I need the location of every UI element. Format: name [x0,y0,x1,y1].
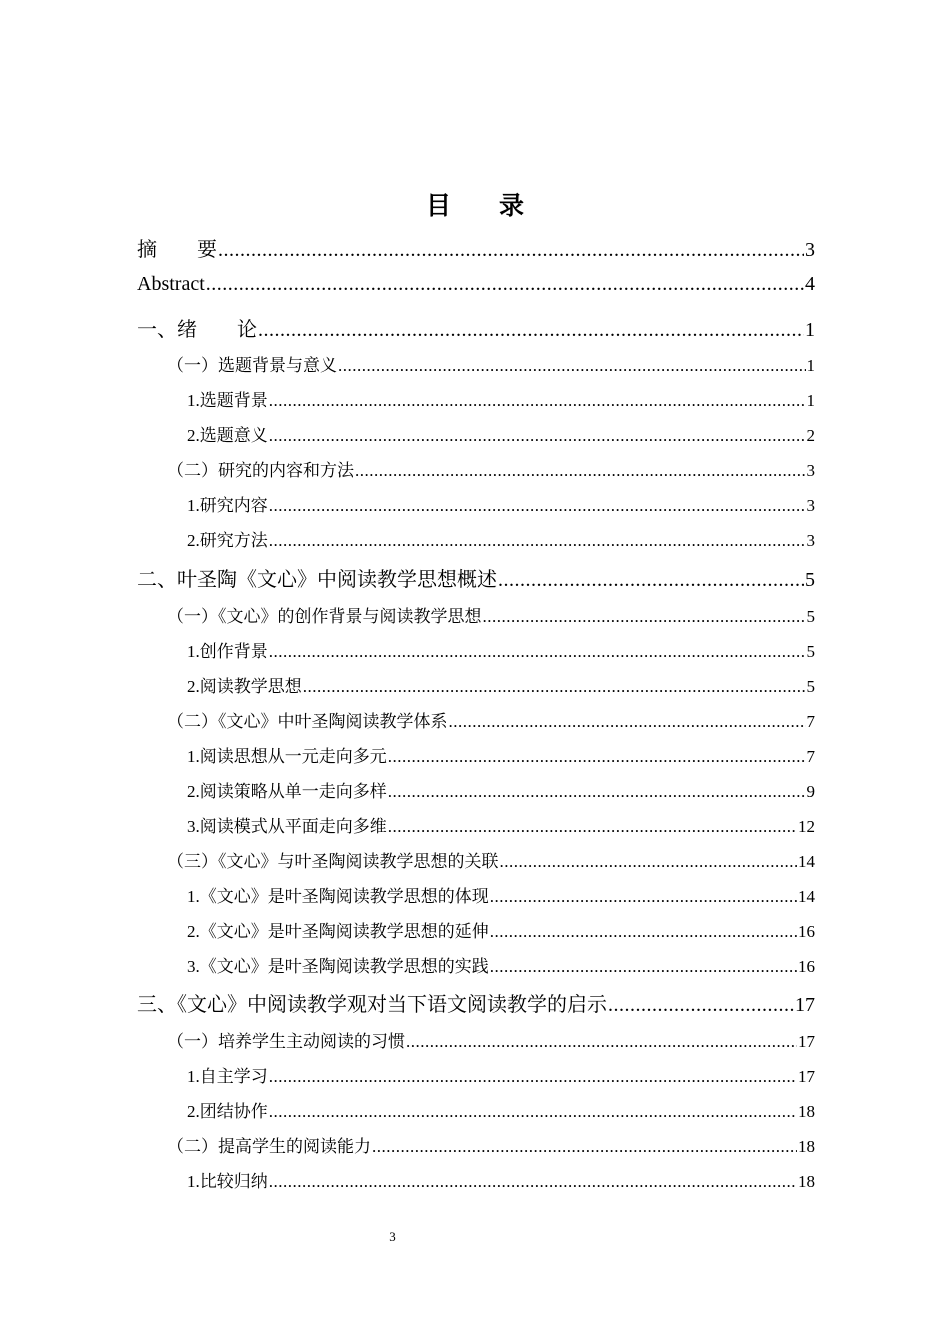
toc-entry-label: 2.《文心》是叶圣陶阅读教学思想的延伸 [187,922,489,941]
toc-entry[interactable] [187,421,815,446]
toc-entry-label: 1.比较归纳 [187,1172,268,1191]
toc-entry[interactable] [187,777,815,802]
toc-entry-label: 1.选题背景 [187,391,268,410]
toc-entry[interactable] [137,233,815,262]
toc-entry-label: （二）《文心》中叶圣陶阅读教学体系 [167,712,448,731]
toc-entry[interactable] [137,563,815,592]
toc-entry-label: 3.《文心》是叶圣陶阅读教学思想的实践 [187,957,489,976]
toc-leader-dots [483,607,806,627]
toc-leader-dots [406,1032,797,1052]
toc-leader-dots [258,319,804,342]
toc-entry[interactable] [167,707,815,732]
toc-entry-page-number: 3 [806,496,815,515]
toc-leader-dots [608,994,794,1017]
toc-leader-dots [449,712,806,732]
toc-entry[interactable] [137,313,815,342]
toc-leader-dots [218,239,804,262]
toc-entry-label: 三、《文心》中阅读教学观对当下语文阅读教学的启示 [137,992,607,1016]
toc-leader-dots [269,1067,797,1087]
toc-entry-page-number: 1 [806,356,815,375]
toc-entry-label: 1.创作背景 [187,642,268,661]
toc-entry[interactable] [167,456,815,481]
toc-leader-dots [338,356,806,376]
toc-leader-dots [269,1102,797,1122]
toc-leader-dots [303,677,806,697]
toc-entry-page-number: 17 [798,1067,815,1086]
toc-entry-page-number: 5 [806,642,815,661]
toc-entry-label: （二）提高学生的阅读能力 [167,1137,371,1156]
toc-leader-dots [490,957,797,977]
toc-entry-page-number: 14 [798,887,815,906]
toc-entry-page-number: 5 [806,607,815,626]
toc-entry-page-number: 3 [805,239,815,261]
page-footer-number: 3 [389,1229,396,1244]
toc-leader-dots [490,922,797,942]
toc-entry-label: 1.研究内容 [187,496,268,515]
toc-entry-label: （二）研究的内容和方法 [167,461,354,480]
toc-entry[interactable] [167,1132,815,1157]
toc-entry-page-number: 18 [798,1172,815,1191]
toc-entry-page-number: 1 [806,391,815,410]
toc-entry-page-number: 16 [798,957,815,976]
toc-entry-page-number: 5 [805,569,815,591]
toc-entry-page-number: 5 [806,677,815,696]
toc-entry[interactable] [187,491,815,516]
toc-leader-dots [498,569,804,592]
toc-entry-label: （一）《文心》的创作背景与阅读教学思想 [167,607,482,626]
toc-entry-page-number: 4 [805,273,815,295]
toc-entry[interactable] [167,847,815,872]
toc-entry-page-number: 9 [806,782,815,801]
toc-entry[interactable] [137,273,815,296]
toc-entry-page-number: 2 [806,426,815,445]
toc-entry[interactable] [187,882,815,907]
page-title: 目录 [425,191,572,220]
toc-leader-dots [269,1172,797,1192]
toc-leader-dots [355,461,806,481]
toc-leader-dots [388,747,806,767]
toc-entry-label: 2.阅读教学思想 [187,677,302,696]
toc-entry-label: 二、叶圣陶《文心》中阅读教学思想概述 [137,567,497,591]
toc-entry-label: （一）选题背景与意义 [167,356,337,375]
toc-leader-dots [269,531,806,551]
toc-entry[interactable] [187,742,815,767]
toc-leader-dots [388,817,797,837]
toc-entry-page-number: 18 [798,1137,815,1156]
toc-entry-label: 2.研究方法 [187,531,268,550]
toc-entry-label: 1.自主学习 [187,1067,268,1086]
toc-entry-page-number: 7 [806,712,815,731]
toc-entry[interactable] [187,672,815,697]
toc-entry[interactable] [187,637,815,662]
toc-entry-label: （三）《文心》与叶圣陶阅读教学思想的关联 [167,852,499,871]
toc-entry[interactable] [187,386,815,411]
toc-entry-page-number: 16 [798,922,815,941]
toc-entry-label: 摘 要 [137,237,217,261]
toc-entry[interactable] [137,988,815,1017]
toc-entry-label: 1.《文心》是叶圣陶阅读教学思想的体现 [187,887,489,906]
toc-entry[interactable] [167,602,815,627]
toc-entry[interactable] [167,1027,815,1052]
toc-entry-label: 2.选题意义 [187,426,268,445]
toc-leader-dots [500,852,798,872]
toc-entry-label: 2.团结协作 [187,1102,268,1121]
toc-entry[interactable] [187,526,815,551]
toc-entry-page-number: 17 [795,994,815,1016]
toc-entry[interactable] [187,812,815,837]
toc-entry[interactable] [187,1062,815,1087]
toc-leader-dots [269,496,806,516]
toc-leader-dots [388,782,806,802]
toc-entry[interactable] [187,952,815,977]
toc-entry-label: 一、绪 论 [137,317,257,341]
toc-entry-label: 1.阅读思想从一元走向多元 [187,747,387,766]
toc-entry-label: 3.阅读模式从平面走向多维 [187,817,387,836]
toc-leader-dots [372,1137,797,1157]
toc-leader-dots [269,391,806,411]
toc-entry-page-number: 14 [798,852,815,871]
toc-entry-label: 2.阅读策略从单一走向多样 [187,782,387,801]
toc-entry-label: Abstract [137,273,205,295]
toc-entry[interactable] [167,351,815,376]
toc-leader-dots [206,273,804,296]
toc-leader-dots [269,642,806,662]
toc-entry-page-number: 3 [806,461,815,480]
toc-entry-page-number: 3 [806,531,815,550]
toc-entry-page-number: 12 [798,817,815,836]
toc-entry-page-number: 1 [805,319,815,341]
toc-entry-page-number: 17 [798,1032,815,1051]
toc-entry[interactable] [187,917,815,942]
toc-entry[interactable] [187,1097,815,1122]
toc-entry-label: （一）培养学生主动阅读的习惯 [167,1032,405,1051]
toc-leader-dots [490,887,797,907]
toc-leader-dots [269,426,806,446]
toc-entry[interactable] [187,1167,815,1192]
toc-entry-page-number: 7 [806,747,815,766]
toc-entry-page-number: 18 [798,1102,815,1121]
